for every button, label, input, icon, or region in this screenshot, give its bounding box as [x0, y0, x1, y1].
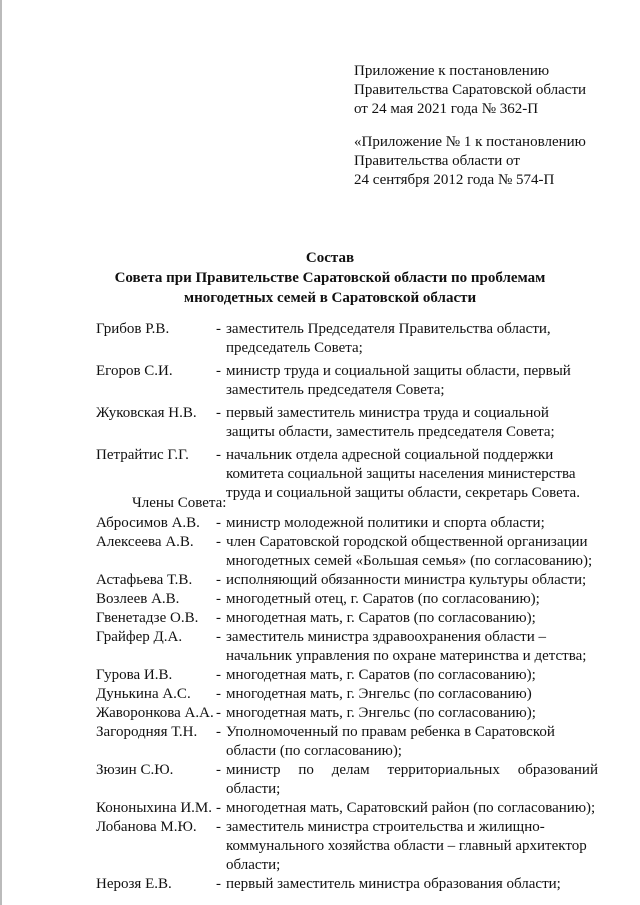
person-name: Жуковская Н.В. — [96, 405, 197, 421]
person-name: Абросимов А.В. — [96, 515, 200, 531]
scan-edge — [0, 0, 2, 905]
dash: - — [216, 762, 221, 778]
dash: - — [216, 534, 221, 550]
dash: - — [216, 610, 221, 626]
dash: - — [216, 629, 221, 645]
dash: - — [216, 363, 221, 379]
dash: - — [216, 819, 221, 835]
dash: - — [216, 591, 221, 607]
dash: - — [216, 686, 221, 702]
person-name: Астафьева Т.В. — [96, 572, 193, 588]
list-item — [96, 799, 598, 818]
person-role: министр молодежной политики и спорта области; — [226, 515, 545, 531]
person-name: Лобанова М.Ю. — [96, 819, 197, 835]
appendix-header — [354, 62, 586, 119]
members-list — [96, 514, 598, 894]
person-name: Грайфер Д.А. — [96, 629, 183, 645]
person-name: Кононыхина И.М. — [96, 800, 213, 816]
list-item — [96, 628, 598, 666]
person-role: заместитель министра здравоохранения области – начальник управления по охране материнства и детства; — [226, 629, 587, 664]
person-name: Гурова И.В. — [96, 667, 173, 683]
person-name: Жаворонкова А.А. — [96, 705, 214, 721]
list-item — [96, 609, 598, 628]
person-role: заместитель Председателя Правительства области, председатель Совета; — [226, 321, 551, 356]
person-role: министр труда и социальной защиты области, первый заместитель председателя Совета; — [226, 363, 571, 398]
list-item — [96, 404, 598, 442]
list-item — [96, 666, 598, 685]
person-name: Возлеев А.В. — [96, 591, 180, 607]
person-role: многодетная мать, г. Саратов (по согласованию); — [226, 667, 536, 683]
list-item — [96, 723, 598, 761]
previous-appendix-line: Правительства области от — [354, 153, 520, 169]
list-item — [96, 571, 598, 590]
dash: - — [216, 321, 221, 337]
previous-appendix-line: «Приложение № 1 к постановлению — [354, 134, 586, 150]
heading-title: Состав — [305, 250, 355, 266]
dash: - — [216, 724, 221, 740]
person-name: Нерозя Е.В. — [96, 876, 172, 892]
appendix-line: Правительства Саратовской области — [354, 82, 587, 98]
person-role: заместитель министра строительства и жилищно- коммунального хозяйства области – главный архитектор области; — [226, 819, 587, 873]
person-role: член Саратовской городской общественной организации многодетных семей «Большая семья» (по согласованию); — [226, 534, 593, 569]
person-role: многодетная мать, г. Энгельс (по согласованию); — [226, 705, 536, 721]
heading-line: Совета при Правительстве Саратовской области по проблемам — [114, 270, 546, 286]
person-name: Егоров С.И. — [96, 363, 173, 379]
person-name: Алексеева А.В. — [96, 534, 194, 550]
dash: - — [216, 705, 221, 721]
appendix-line: Приложение к постановлению — [354, 63, 550, 79]
person-role: начальник отдела адресной социальной поддержки комитета социальной защиты населения министерства труда и социальной защиты области, секретарь Совета. — [226, 447, 580, 501]
list-item — [96, 514, 598, 533]
person-name: Дунькина А.С. — [96, 686, 191, 702]
list-item — [96, 704, 598, 723]
list-item — [96, 533, 598, 571]
previous-appendix-header — [354, 133, 586, 190]
person-name: Зюзин С.Ю. — [96, 762, 174, 778]
dash: - — [216, 876, 221, 892]
list-item — [96, 761, 598, 799]
dash: - — [216, 800, 221, 816]
list-item — [96, 362, 598, 400]
person-role: многодетная мать, г. Саратов (по согласованию); — [226, 610, 536, 626]
person-name: Грибов Р.В. — [96, 321, 170, 337]
person-name: Загородняя Т.Н. — [96, 724, 198, 740]
leadership-list — [96, 320, 598, 507]
heading-line: многодетных семей в Саратовской области — [183, 290, 477, 306]
person-role: многодетная мать, Саратовский район (по согласованию); — [226, 800, 596, 816]
person-role: исполняющий обязанности министра культуры области; — [226, 572, 587, 588]
list-item — [96, 875, 598, 894]
dash: - — [216, 447, 221, 463]
person-role: Уполномоченный по правам ребенка в Саратовской области (по согласованию); — [226, 724, 555, 759]
previous-appendix-line: 24 сентября 2012 года № 574-П — [354, 172, 555, 188]
list-item — [96, 818, 598, 875]
list-item — [96, 320, 598, 358]
appendix-line: от 24 мая 2021 года № 362-П — [354, 101, 539, 117]
person-name: Гвенетадзе О.В. — [96, 610, 199, 626]
list-item — [96, 685, 598, 704]
dash: - — [216, 515, 221, 531]
person-name: Петрайтис Г.Г. — [96, 447, 189, 463]
person-role: многодетная мать, г. Энгельс (по согласованию) — [226, 686, 532, 702]
person-role: многодетный отец, г. Саратов (по согласованию); — [226, 591, 540, 607]
list-item — [96, 590, 598, 609]
person-role: первый заместитель министра труда и социальной защиты области, заместитель председателя Совета; — [226, 405, 555, 440]
dash: - — [216, 667, 221, 683]
document-heading — [60, 248, 600, 308]
person-role: министр по делам территориальных образований области; — [226, 762, 598, 797]
members-title: Члены Совета: — [132, 495, 227, 511]
person-role: первый заместитель министра образования области; — [226, 876, 561, 892]
dash: - — [216, 405, 221, 421]
dash: - — [216, 572, 221, 588]
